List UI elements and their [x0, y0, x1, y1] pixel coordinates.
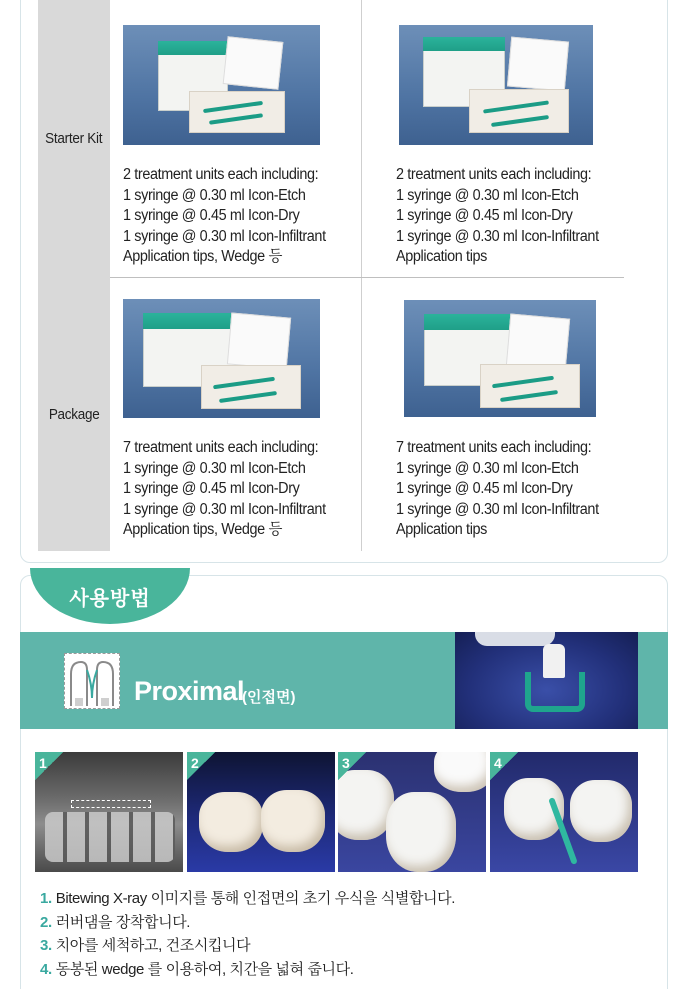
column-divider — [361, 278, 362, 551]
instruction-list — [40, 887, 455, 981]
instruction-item: 4. 동봉된 wedge 를 이용하여, 치간을 넓혀 줍니다. — [40, 960, 354, 978]
section-subtitle: (인접면) — [242, 689, 296, 706]
instruction-item: 3. 치아를 세척하고, 건조시킵니다 — [40, 937, 251, 954]
starter-kit-photo-alt — [399, 25, 593, 145]
instruction-item: 2. 러버댐을 장착합니다. — [40, 913, 191, 931]
package-photo — [123, 299, 320, 418]
row-label-starter-kit: Starter Kit — [38, 0, 110, 277]
row-label-package: Package — [38, 277, 110, 551]
package-description: 7 treatment units each including: 1 syringe @ 0.30 ml Icon-Etch 1 syringe @ 0.45 ml Icon-Dry 1 syringe @ 0.30 ml Icon-Infiltrant Application tips, Wedge 등 — [123, 439, 326, 538]
tooth-icon — [64, 653, 120, 709]
step-number: 4 — [490, 752, 518, 780]
step-4-wedge — [490, 752, 638, 872]
section-title: Proximal — [134, 676, 245, 706]
usage-tab-label: 사용방법 — [69, 585, 151, 610]
starter-kit-photo — [123, 25, 320, 145]
step-1-bitewing-xray — [35, 752, 183, 872]
column-divider — [361, 0, 362, 277]
starter-kit-description: 2 treatment units each including: 1 syringe @ 0.30 ml Icon-Etch 1 syringe @ 0.45 ml Icon-Dry 1 syringe @ 0.30 ml Icon-Infiltrant Application tips, Wedge 등 — [123, 166, 326, 265]
wedge-clamp-photo — [455, 632, 638, 729]
row-divider — [110, 277, 624, 278]
instruction-item: 1. Bitewing X-ray 이미지를 통해 인접면의 초기 우식을 식별합니다. — [40, 890, 455, 907]
package-photo-alt — [404, 300, 596, 417]
starter-kit-alt-description: 2 treatment units each including: 1 syringe @ 0.30 ml Icon-Etch 1 syringe @ 0.45 ml Icon-Dry 1 syringe @ 0.30 ml Icon-Infiltrant Application tips — [396, 166, 599, 265]
step-number: 3 — [338, 752, 366, 780]
step-3-cleaning — [338, 752, 486, 872]
step-number: 1 — [35, 752, 63, 780]
package-alt-description: 7 treatment units each including: 1 syringe @ 0.30 ml Icon-Etch 1 syringe @ 0.45 ml Icon-Dry 1 syringe @ 0.30 ml Icon-Infiltrant Application tips — [396, 439, 599, 538]
step-2-rubber-dam — [187, 752, 335, 872]
step-number: 2 — [187, 752, 215, 780]
